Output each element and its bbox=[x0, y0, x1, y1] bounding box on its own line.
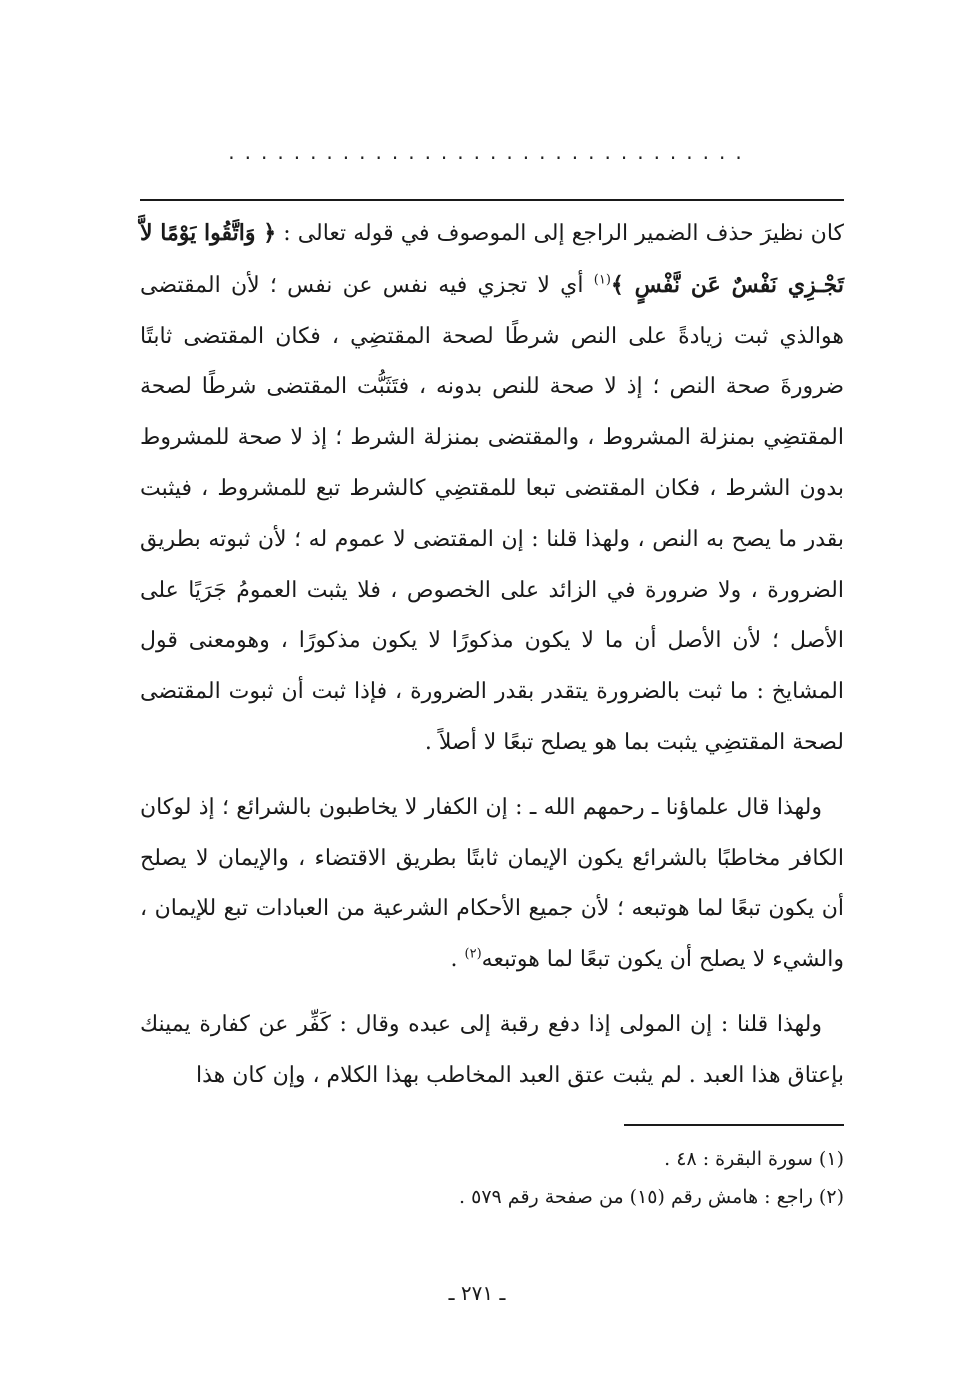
footnote-ref-2: (٢) bbox=[464, 946, 482, 962]
paragraph-2 bbox=[140, 783, 844, 986]
paragraph-1 bbox=[140, 208, 844, 769]
footnote-1: (١) سورة البقرة : ٤٨ . bbox=[664, 1148, 844, 1170]
header-rule bbox=[140, 199, 844, 201]
paragraph-2-suffix: . bbox=[450, 947, 465, 973]
footnote-ref-1: (١) bbox=[593, 272, 611, 288]
quran-verse: ﴿ وَاتَّقُوا يَوْمًا لاَّ تَجْـزِي نَفْسٌ عَن نَّفْسٍ ﴾ bbox=[140, 220, 844, 298]
footnotes bbox=[140, 1140, 844, 1216]
paragraph-1-prefix: كان نظيرَ حذف الضمير الراجع إلى الموصوف في قوله تعالى : bbox=[276, 221, 845, 246]
paragraph-3-text: ولهذا قلنا : إن المولى إذا دفع رقبة إلى عبده وقال : كَفِّر عن كفارة يمينك بإعتاق هذا العبد . لم يثبت عتق العبد المخاطب بهذا الكلام ، وإن كان هذا bbox=[140, 1011, 844, 1088]
footnote-2: (٢) راجع : هامش رقم (١٥) من صفحة رقم ٥٧٩ . bbox=[459, 1186, 844, 1208]
page-number: ـ ٢٧١ ـ bbox=[448, 1281, 506, 1305]
paragraph-2-text: ولهذا قال علماؤنا ـ رحمهم الله ـ : إن الكفار لا يخاطبون بالشرائع ؛ إذ لوكان الكافر مخاطبًا بالشرائع يكون الإيمان ثابتًا بطريق الاقتضاء ، والإيمان لا يصلح أن يكون تبعًا لما هوتبعه ؛ لأن جميع الأحكام الشرعية من العبادات تبع للإيمان ، والشيء لا يصلح أن يكون تبعًا لما هوتبعه bbox=[140, 794, 844, 973]
footnote-separator bbox=[624, 1124, 844, 1126]
header-dotted-line: ................................ bbox=[228, 140, 752, 164]
paragraph-3 bbox=[140, 1000, 844, 1102]
paragraph-1-text: أي لا تجزي فيه نفس عن نفس ؛ لأن المقتضى هوالذي ثبت زيادةً على النص شرطًا لصحة المقتضِي ، فكان المقتضى ثابتًا ضرورةَ صحة النص ؛ إذ لا صحة للنص بدونه ، فتَثَبُّت المقتضى شرطًا لصحة المقتضِي بمنزلة المشروط ، والمقتضى بمنزلة الشرط ؛ إذ لا صحة للمشروط بدون الشرط ، فكان المقتضى تبعا للمقتضِي كالشرط تبع للمشروط ، فيثبت بقدر ما يصح به النص ، ولهذا قلنا : إن المقتضى لا عموم له ؛ لأن ثبوته بطريق الضرورة ، ولا ضرورة في الزائد على الخصوص ، فلا يثبت العمومُ جَرَيًا على الأصل ؛ لأن الأصل أن ما لا يكون مذكورًا لا يكون مذكورًا ، وهومعنى قول المشايخ : ما ثبت بالضرورة يتقدر بقدر الضرورة ، فإذا ثبت أن ثبوت المقتضى لصحة المقتضِي يثبت بما هو يصلح تبعًا لا أصلاً . bbox=[140, 272, 844, 755]
main-text bbox=[140, 208, 844, 1102]
